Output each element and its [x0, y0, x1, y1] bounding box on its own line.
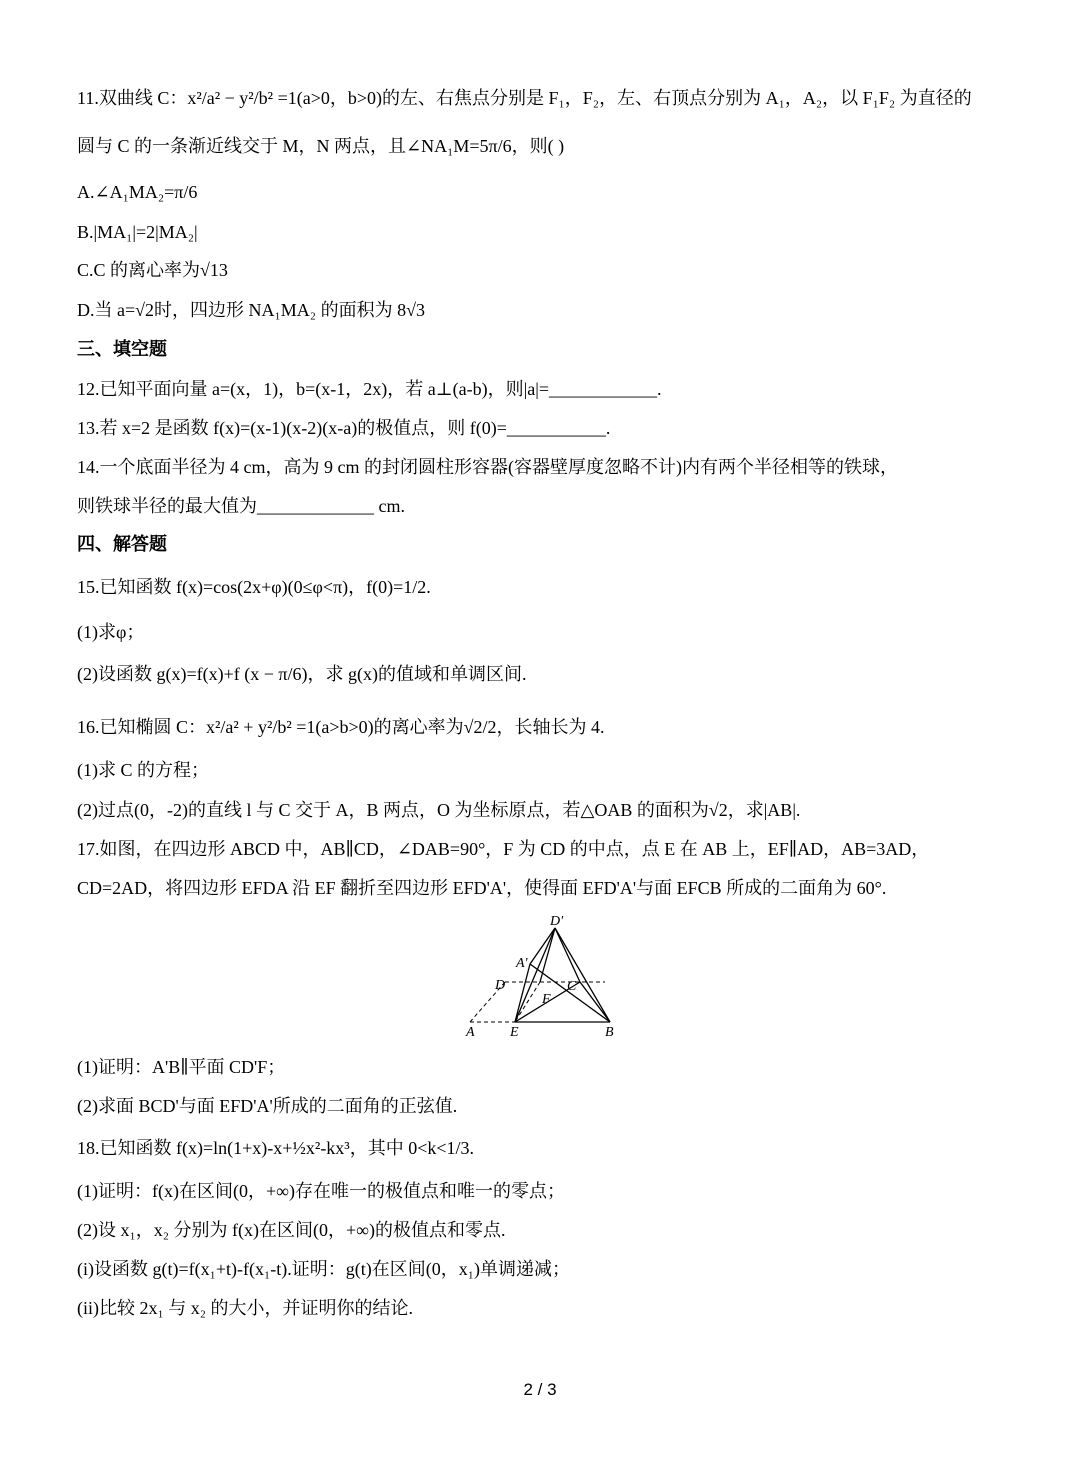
q15-stem: 15.已知函数 f(x)=cos(2x+φ)(0≤φ<π)，f(0)=1/2. — [77, 577, 431, 597]
q11-stem-line2: 圆与 C 的一条渐近线交于 M，N 两点，且∠NA₁M=5π/6，则( ) — [77, 136, 565, 156]
label-a: A — [466, 1025, 475, 1040]
q14-line1: 14.一个底面半径为 4 cm，高为 9 cm 的封闭圆柱形容器(容器壁厚度忽略不计)内有两个半径相等的铁球， — [77, 457, 898, 477]
edge-fe-dashed — [515, 982, 540, 1022]
q16-stem: 16.已知椭圆 C：x²/a² + y²/b² =1(a>b>0)的离心率为√2/2，长轴长为 4. — [77, 717, 605, 737]
q12: 12.已知平面向量 a=(x，1)，b=(x-1，2x)，若 a⊥(a-b)，则|a|=____________. — [77, 379, 662, 399]
edge-dpe — [515, 928, 555, 1022]
q11-option-b: B.|MA₁|=2|MA₂| — [77, 222, 198, 242]
q18-part2-i: (i)设函数 g(t)=f(x₁+t)-f(x₁-t).证明：g(t)在区间(0，x₁)单调递减； — [77, 1259, 571, 1279]
q14-line2: 则铁球半径的最大值为_____________ cm. — [77, 496, 405, 516]
label-f: F — [542, 992, 551, 1007]
label-c: C — [567, 979, 577, 994]
page-number: 2 / 3 — [523, 1380, 557, 1399]
label-b: B — [605, 1025, 614, 1040]
edge-cb — [580, 982, 610, 1022]
label-a-prime: A' — [516, 956, 528, 971]
label-d-prime: D' — [550, 914, 564, 929]
edge-dpb — [555, 928, 610, 1022]
q16-part2: (2)过点(0，-2)的直线 l 与 C 交于 A，B 两点，O 为坐标原点，若△OAB 的面积为√2，求|AB|. — [77, 800, 801, 820]
q16-part1: (1)求 C 的方程； — [77, 760, 209, 780]
q18-part1: (1)证明：f(x)在区间(0，+∞)存在唯一的极值点和唯一的零点； — [77, 1181, 565, 1201]
q13: 13.若 x=2 是函数 f(x)=(x-1)(x-2)(x-a)的极值点，则 f(0)=___________. — [77, 418, 611, 438]
section-solutions-heading: 四、解答题 — [77, 534, 167, 555]
q17-line1: 17.如图，在四边形 ABCD 中，AB∥CD，∠DAB=90°，F 为 CD 的中点，点 E 在 AB 上，EF∥AD，AB=3AD， — [77, 839, 930, 859]
q11-option-d: D.当 a=√2时，四边形 NA₁MA₂ 的面积为 8√3 — [77, 300, 425, 320]
geometry-figure — [460, 912, 630, 1042]
q18-part2: (2)设 x₁，x₂ 分别为 f(x)在区间(0，+∞)的极值点和零点. — [77, 1220, 506, 1240]
label-e: E — [510, 1025, 519, 1040]
q18-part2-ii: (ii)比较 2x₁ 与 x₂ 的大小，并证明你的结论. — [77, 1298, 414, 1318]
q17-part1: (1)证明：A'B∥平面 CD'F； — [77, 1057, 286, 1077]
q17-line2: CD=2AD，将四边形 EFDA 沿 EF 翻折至四边形 EFD'A'，使得面 EFD'A'与面 EFCB 所成的二面角为 60°. — [77, 878, 887, 898]
label-d: D — [495, 978, 506, 993]
section-fill-in-heading: 三、填空题 — [77, 339, 167, 360]
q18-stem: 18.已知函数 f(x)=ln(1+x)-x+½x²-kx³，其中 0<k<1/3. — [77, 1138, 475, 1158]
edge-dpc — [555, 928, 580, 982]
q11-option-c: C.C 的离心率为√13 — [77, 260, 228, 280]
q15-part2: (2)设函数 g(x)=f(x)+f (x − π/6)，求 g(x)的值域和单调区间. — [77, 664, 527, 684]
edge-dpf — [540, 928, 555, 982]
q11-option-a: A.∠A₁MA₂=π/6 — [77, 182, 198, 202]
q17-part2: (2)求面 BCD'与面 EFD'A'所成的二面角的正弦值. — [77, 1096, 458, 1116]
q15-part1: (1)求φ； — [77, 622, 145, 642]
q11-stem-line1: 11.双曲线 C：x²/a² − y²/b² =1(a>0，b>0)的左、右焦点分别是 F₁，F₂，左、右顶点分别为 A₁，A₂，以 F₁F₂ 为直径的 — [77, 88, 972, 108]
